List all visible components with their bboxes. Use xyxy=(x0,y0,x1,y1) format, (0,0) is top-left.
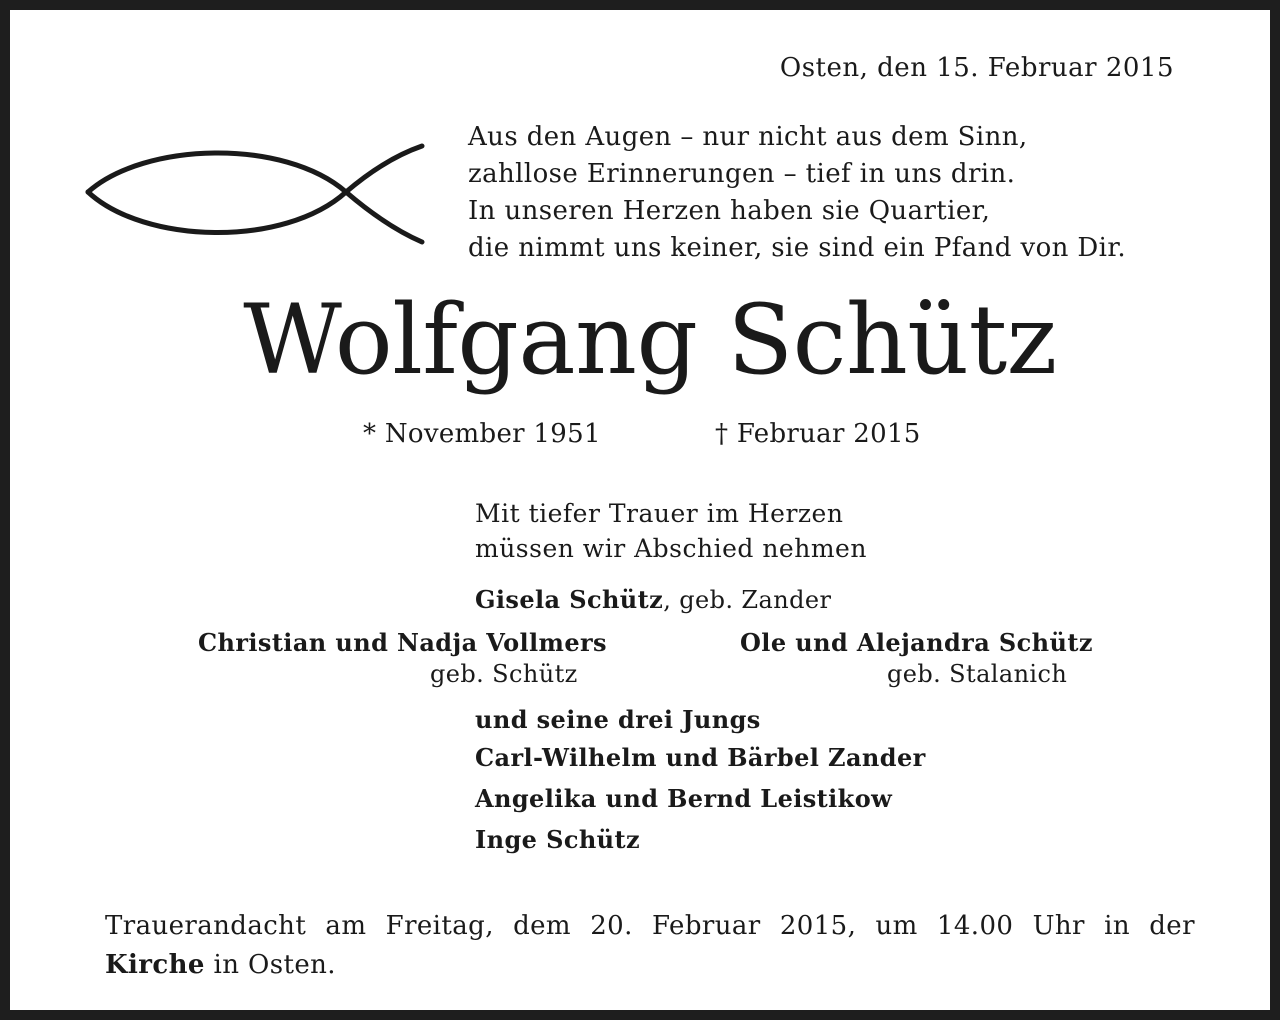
poem-line: In unseren Herzen haben sie Quartier, xyxy=(468,196,991,226)
service-announcement xyxy=(105,907,1195,985)
mourning-line: müssen wir Abschied nehmen xyxy=(475,534,867,563)
service-place-line xyxy=(105,946,1195,985)
mourning-line: Mit tiefer Trauer im Herzen xyxy=(475,499,844,528)
birth-date: * November 1951 xyxy=(363,419,601,449)
service-word: der xyxy=(1149,911,1195,941)
service-place: Kirche xyxy=(105,950,205,980)
spouse-maiden-name: , geb. Zander xyxy=(663,586,832,614)
death-date: † Februar 2015 xyxy=(715,419,921,449)
service-word: Uhr xyxy=(1032,911,1085,941)
service-word: Trauerandacht xyxy=(105,911,307,941)
date-line: Osten, den 15. Februar 2015 xyxy=(779,53,1174,83)
service-word: Februar xyxy=(652,911,761,941)
poem-line: die nimmt uns keiner, sie sind ein Pfand von Dir. xyxy=(468,233,1127,263)
right-couple-name: Ole und Alejandra Schütz xyxy=(740,628,1093,657)
family-member: Angelika und Bernd Leistikow xyxy=(475,784,893,813)
left-couple-maiden-name: geb. Schütz xyxy=(430,660,578,688)
family-member: Inge Schütz xyxy=(475,825,641,854)
service-word: um xyxy=(875,911,918,941)
deceased-name: Wolfgang Schütz xyxy=(243,284,1057,396)
service-line xyxy=(105,907,1195,946)
service-word: in xyxy=(1104,911,1130,941)
service-word: 2015, xyxy=(779,911,857,941)
right-couple-maiden-name: geb. Stalanich xyxy=(887,660,1068,688)
family-member: und seine drei Jungs xyxy=(475,705,761,734)
family-member: Carl-Wilhelm und Bärbel Zander xyxy=(475,743,926,772)
poem-line: Aus den Augen – nur nicht aus dem Sinn, xyxy=(468,122,1028,152)
service-word: dem xyxy=(513,911,571,941)
memorial-poem xyxy=(468,119,1126,267)
service-word: 14.00 xyxy=(936,911,1014,941)
poem-line: zahllose Erinnerungen – tief in uns drin. xyxy=(468,159,1016,189)
ichthys-fish-icon xyxy=(84,140,429,250)
service-word: 20. xyxy=(590,911,633,941)
service-town: in Osten. xyxy=(204,950,336,980)
mourning-text xyxy=(475,496,867,566)
service-word: Freitag, xyxy=(385,911,494,941)
spouse-entry xyxy=(475,585,831,614)
spouse-name: Gisela Schütz xyxy=(475,585,664,614)
service-word: am xyxy=(325,911,367,941)
left-couple-name: Christian und Nadja Vollmers xyxy=(198,628,607,657)
